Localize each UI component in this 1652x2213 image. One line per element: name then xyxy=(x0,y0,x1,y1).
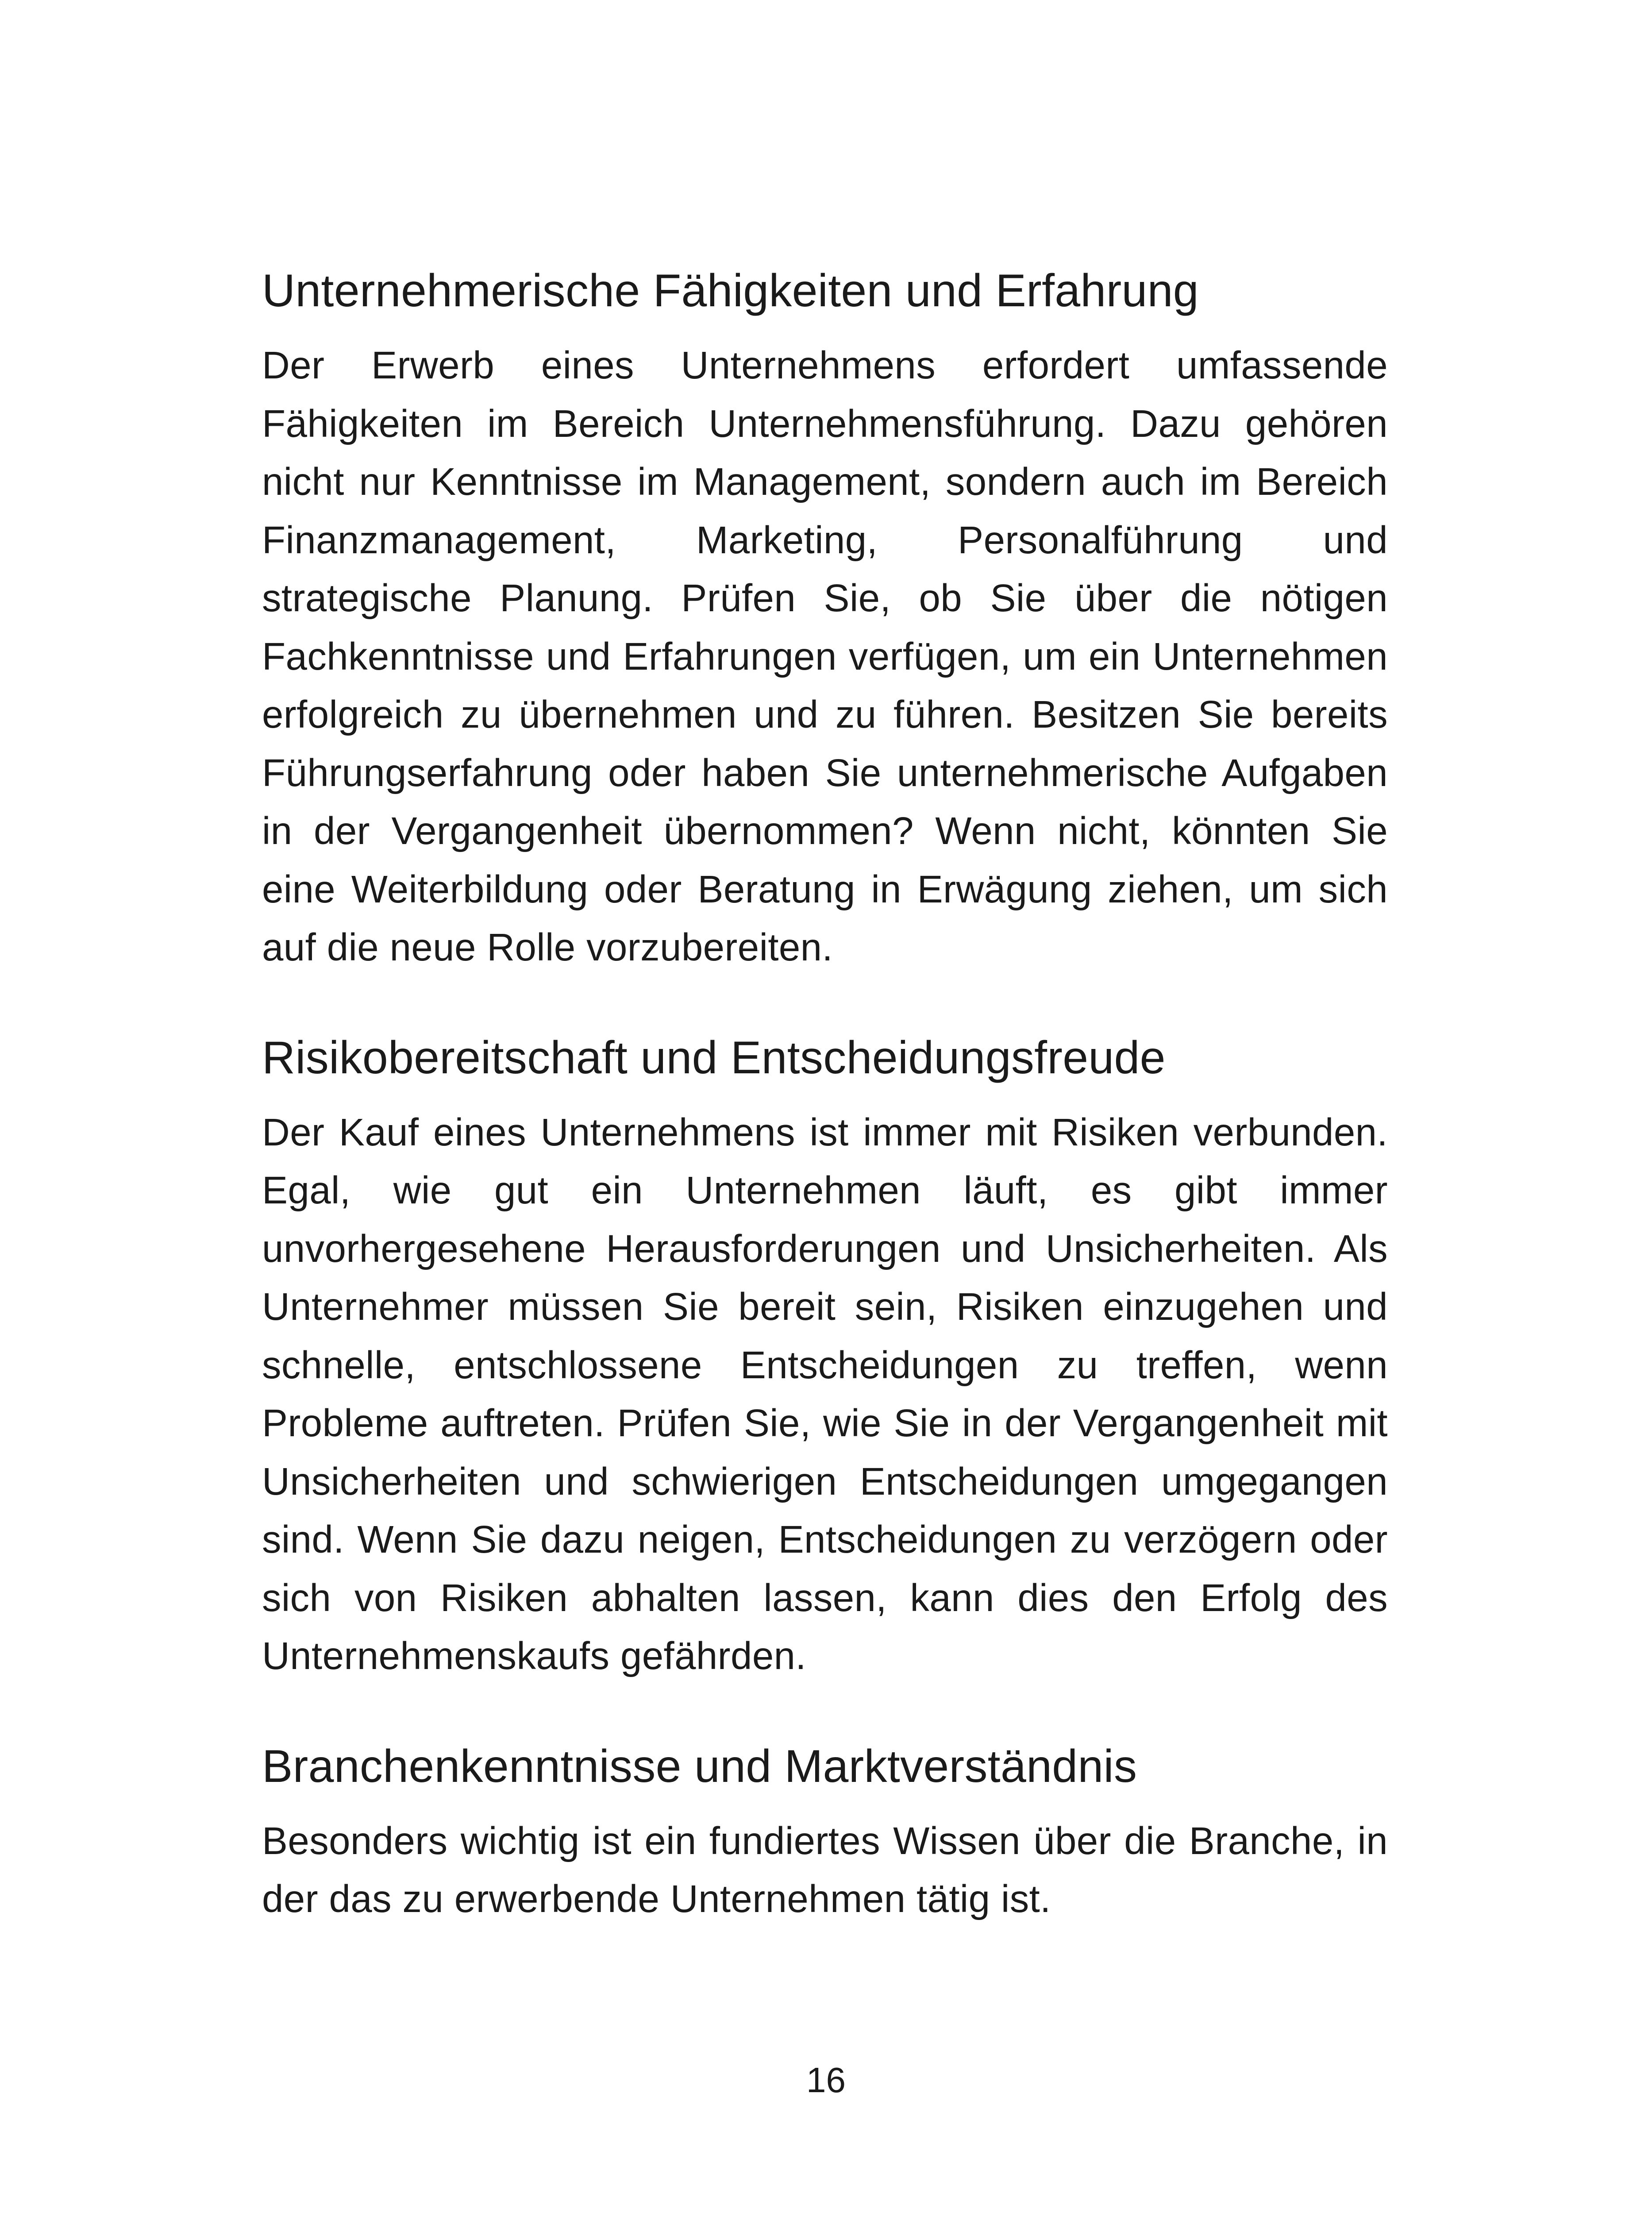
section-paragraph: Der Erwerb eines Unternehmens erfordert umfassende Fähigkeiten im Bereich Unternehmensführung. Dazu gehören nicht nur Kenntnisse im Management, sondern auch im Bereich Finanzmanagement, Marketing, Personalführung und strategische Planung. Prüfen Sie, ob Sie über die nötigen Fachkenntnisse und Erfahrungen verfügen, um ein Unternehmen erfolgreich zu übernehmen und zu führen. Besitzen Sie bereits Führungserfahrung oder haben Sie unternehmerische Aufgaben in der Vergangenheit übernommen? Wenn nicht, könnten Sie eine Weiterbildung oder Beratung in Erwägung ziehen, um sich auf die neue Rolle vorzubereiten. xyxy=(262,344,1388,969)
section-paragraph: Der Kauf eines Unternehmens ist immer mit Risiken verbunden. Egal, wie gut ein Unternehmen läuft, es gibt immer unvorhergesehene Herausforderungen und Unsicherheiten. Als Unternehmer müssen Sie bereit sein, Risiken einzugehen und schnelle, entschlossene Entscheidungen zu treffen, wenn Probleme auftreten. Prüfen Sie, wie Sie in der Vergangenheit mit Unsicherheiten und schwierigen Entscheidungen umgegangen sind. Wenn Sie dazu neigen, Entscheidungen zu verzögern oder sich von Risiken abhalten lassen, kann dies den Erfolg des Unternehmenskaufs gefährden. xyxy=(262,1110,1388,1677)
page-content xyxy=(262,258,1388,1928)
section-industry-knowledge xyxy=(262,1733,1388,1928)
section-heading: Branchenkenntnisse und Marktverständnis xyxy=(262,1740,1137,1792)
section-risk-appetite xyxy=(262,1025,1388,1685)
page-number: 16 xyxy=(806,2060,846,2100)
section-heading: Risikobereitschaft und Entscheidungsfreude xyxy=(262,1032,1166,1083)
section-entrepreneurial-skills xyxy=(262,258,1388,977)
section-paragraph: Besonders wichtig ist ein fundiertes Wissen über die Branche, in der das zu erwerbende Unternehmen tätig ist. xyxy=(262,1819,1388,1920)
section-heading: Unternehmerische Fähigkeiten und Erfahrung xyxy=(262,265,1199,316)
